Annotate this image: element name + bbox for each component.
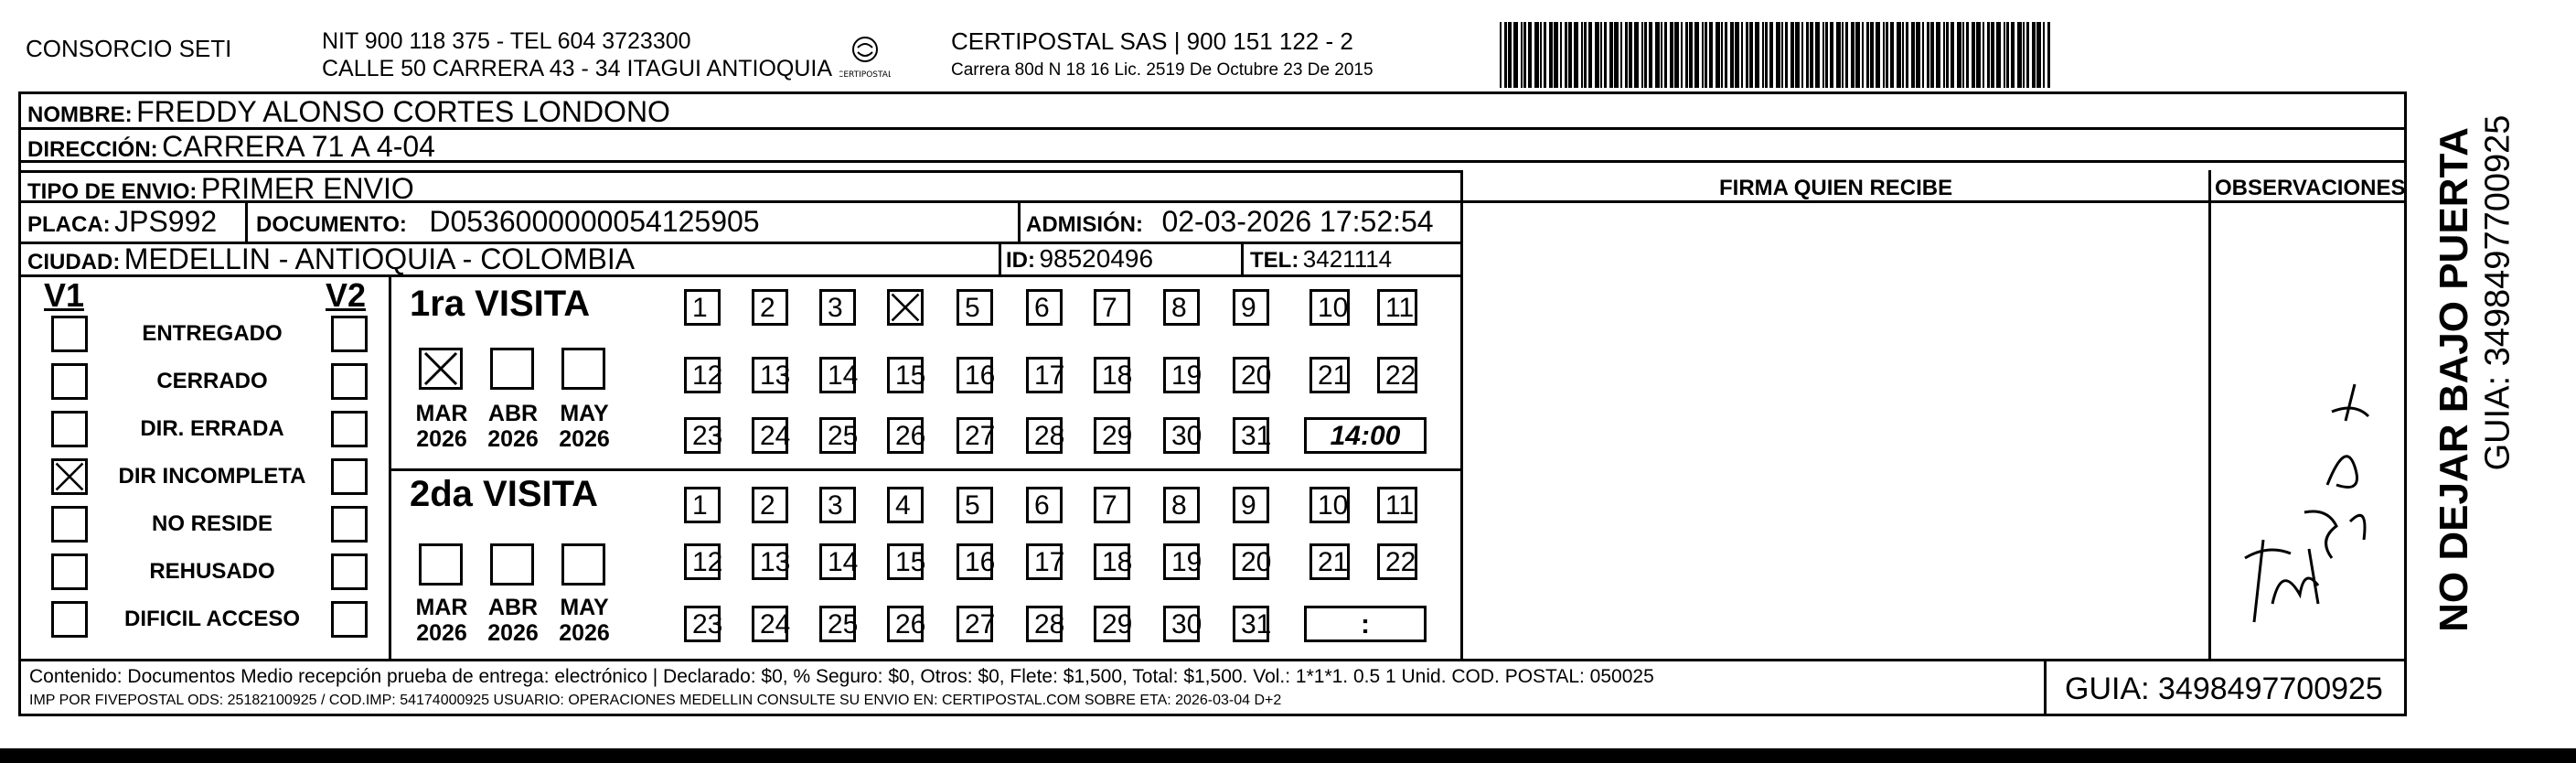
day-box[interactable]: 17: [1026, 357, 1063, 393]
month-name: MAR: [415, 595, 468, 620]
barcode-bar: [1604, 22, 1607, 88]
handwritten-signature: [2218, 329, 2382, 631]
day-box[interactable]: 31: [1233, 417, 1269, 454]
barcode-bar: [1906, 22, 1908, 88]
barcode-bar: [1866, 22, 1869, 88]
barcode-bar: [1554, 22, 1558, 88]
day-box[interactable]: 28: [1026, 606, 1063, 642]
v2-checkbox[interactable]: [331, 411, 368, 447]
barcode-bar: [1957, 22, 1961, 88]
certi-line2: Carrera 80d N 18 16 Lic. 2519 De Octubre 23 De 2015: [951, 60, 1374, 80]
barcode-bar: [1987, 22, 1990, 88]
month-label: [483, 401, 543, 452]
month-name: ABR: [487, 595, 539, 620]
documento-row: [256, 205, 760, 239]
barcode-bar: [1565, 22, 1567, 88]
day-box[interactable]: 14: [819, 357, 856, 393]
v2-checkbox[interactable]: [331, 506, 368, 543]
v1-label: V1: [44, 276, 85, 314]
month-label: [554, 401, 615, 452]
placa-row: [27, 205, 217, 239]
day-box[interactable]: 12: [684, 357, 721, 393]
barcode-bar: [1528, 22, 1532, 88]
barcode-bar: [1930, 22, 1934, 88]
barcode-bar: [1694, 22, 1699, 88]
barcode-bar: [1560, 22, 1562, 88]
barcode-bar: [1649, 22, 1652, 88]
barcode-bar: [1781, 22, 1783, 88]
barcode-bar: [1972, 22, 1975, 88]
barcode-bar: [1629, 22, 1632, 88]
barcode-bar: [1709, 22, 1713, 88]
day-box[interactable]: 3: [819, 289, 856, 326]
barcode-bar: [1815, 22, 1820, 88]
documento-label: DOCUMENTO:: [256, 212, 407, 237]
month-checkbox[interactable]: [419, 348, 463, 390]
observaciones-label: OBSERVACIONES: [2215, 176, 2406, 200]
ciudad-row: [27, 242, 635, 276]
month-name: MAY: [560, 401, 609, 426]
barcode-bar: [1922, 22, 1924, 88]
admision-row: [1026, 205, 1434, 239]
barcode-bar: [1902, 22, 1904, 88]
firma-label: FIRMA QUIEN RECIBE: [1719, 176, 1953, 200]
barcode-bar: [1655, 22, 1660, 88]
barcode-bar: [1749, 22, 1753, 88]
v1-checkbox[interactable]: [51, 363, 88, 400]
barcode-bar: [1765, 22, 1768, 88]
barcode-bar: [1540, 22, 1542, 88]
placa-label: PLACA:: [27, 212, 111, 237]
barcode-bar: [1614, 22, 1619, 88]
barcode-bar: [2032, 22, 2036, 88]
month-checkbox[interactable]: [490, 543, 534, 586]
barcode-bar: [1836, 22, 1841, 88]
barcode-bar: [1862, 22, 1864, 88]
v1-checkbox[interactable]: [51, 553, 88, 590]
barcode-bar: [1951, 22, 1954, 88]
day-box[interactable]: 11: [1377, 289, 1417, 326]
barcode-bar: [1916, 22, 1920, 88]
direccion-row: [27, 130, 435, 164]
barcode-bar: [1513, 22, 1518, 88]
logo-text: CERTIPOSTAL: [839, 70, 891, 80]
day-box[interactable]: 1: [684, 487, 721, 523]
day-box[interactable]: 29: [1094, 606, 1130, 642]
day-box[interactable]: 2: [752, 487, 788, 523]
guia-vertical: GUIA: 3498497700925: [2478, 114, 2517, 471]
day-box[interactable]: 13: [752, 543, 788, 580]
v2-checkbox[interactable]: [331, 601, 368, 638]
barcode-bar: [1544, 22, 1546, 88]
month-label: [483, 595, 543, 646]
barcode-bar: [1620, 22, 1622, 88]
barcode-bar: [1588, 22, 1592, 88]
barcode-bar: [2047, 22, 2050, 88]
day-box[interactable]: 9: [1233, 289, 1269, 326]
documento-value: D0536000000054125905: [429, 205, 760, 238]
barcode-bar: [1730, 22, 1734, 88]
barcode-bar: [1830, 22, 1833, 88]
guia-box-text: GUIA: 3498497700925: [2065, 672, 2383, 706]
barcode-bar: [2023, 22, 2025, 88]
barcode-bar: [1549, 22, 1553, 88]
barcode-bar: [1996, 22, 2001, 88]
day-box[interactable]: 11: [1377, 487, 1417, 523]
barcode-bar: [1702, 22, 1704, 88]
barcode-bar: [1521, 22, 1523, 88]
barcode-bar: [1876, 22, 1880, 88]
day-box[interactable]: 24: [752, 417, 788, 454]
tipo-label: TIPO DE ENVIO:: [27, 179, 198, 204]
imp-line: IMP POR FIVEPOSTAL ODS: 25182100925 / COD.IMP: 54174000925 USUARIO: OPERACIONES MEDELLIN CONSULTE SU ENVIO EN: CERTIPOSTAL.COM SOBRE ETA: 2026-03-04 D+2: [29, 693, 1282, 708]
barcode-bar: [1870, 22, 1874, 88]
day-box[interactable]: 13: [752, 357, 788, 393]
day-box[interactable]: 27: [957, 606, 993, 642]
day-box[interactable]: 6: [1026, 487, 1063, 523]
v2-checkbox[interactable]: [331, 316, 368, 352]
status-reason-label: CERRADO: [156, 369, 268, 393]
day-box[interactable]: 19: [1163, 543, 1200, 580]
barcode-bar: [2006, 22, 2009, 88]
barcode-bar: [2011, 22, 2015, 88]
barcode-bar: [2017, 22, 2022, 88]
month-year: 2026: [487, 426, 539, 452]
barcode-bar: [1705, 22, 1707, 88]
barcode-bar: [1897, 22, 1901, 88]
barcode-bar: [2026, 22, 2029, 88]
day-box[interactable]: 18: [1094, 357, 1130, 393]
v1-checkbox[interactable]: [51, 316, 88, 352]
month-checkbox[interactable]: [561, 348, 605, 390]
month-checkbox[interactable]: [490, 348, 534, 390]
day-box[interactable]: 27: [957, 417, 993, 454]
barcode-bar: [1776, 22, 1780, 88]
day-box[interactable]: 30: [1163, 606, 1200, 642]
barcode-bar: [1600, 22, 1602, 88]
day-box[interactable]: 8: [1163, 289, 1200, 326]
v1-checkbox[interactable]: [51, 411, 88, 447]
day-box[interactable]: 12: [684, 543, 721, 580]
barcode-bar: [1806, 22, 1809, 88]
barcode-bar: [1681, 22, 1683, 88]
ciudad-label: CIUDAD:: [27, 250, 121, 274]
nombre-label: NOMBRE:: [27, 102, 133, 127]
day-box[interactable]: 10: [1309, 289, 1350, 326]
barcode-bar: [1634, 22, 1639, 88]
barcode-bar: [1755, 22, 1759, 88]
barcode-bar: [1664, 22, 1667, 88]
barcode-bar: [1883, 22, 1885, 88]
barcode-bar: [1500, 22, 1502, 88]
v2-checkbox[interactable]: [331, 363, 368, 400]
barcode-bar: [1644, 22, 1647, 88]
barcode-bar: [1801, 22, 1803, 88]
status-reason-label: REHUSADO: [149, 559, 275, 584]
tipo-value: PRIMER ENVIO: [200, 172, 414, 205]
barcode-bar: [1641, 22, 1643, 88]
barcode-bar: [1785, 22, 1788, 88]
day-box[interactable]: 19: [1163, 357, 1200, 393]
day-box[interactable]: 3: [819, 487, 856, 523]
barcode-bar: [1962, 22, 1964, 88]
day-box[interactable]: 25: [819, 417, 856, 454]
month-year: 2026: [559, 620, 610, 646]
status-reason-label: DIFICIL ACCESO: [123, 607, 300, 631]
no-dejar-bajo-puerta: NO DEJAR BAJO PUERTA: [2432, 127, 2476, 632]
barcode-bar: [1670, 22, 1673, 88]
nit-line: NIT 900 118 375 - TEL 604 3723300: [322, 28, 691, 54]
barcode-bar: [1725, 22, 1727, 88]
status-reason-label: ENTREGADO: [142, 321, 283, 346]
barcode-bar: [1685, 22, 1688, 88]
nombre-row: [27, 95, 670, 129]
month-name: MAR: [415, 401, 468, 426]
tipo-row: [27, 172, 414, 206]
barcode-bar: [1584, 22, 1587, 88]
nombre-value: FREDDY ALONSO CORTES LONDONO: [136, 95, 670, 128]
v2-label: V2: [326, 276, 367, 314]
day-box[interactable]: 20: [1233, 543, 1269, 580]
day-box[interactable]: 10: [1309, 487, 1350, 523]
barcode-bar: [1674, 22, 1679, 88]
barcode: [1500, 22, 2231, 88]
month-label: [554, 595, 615, 646]
second-visit-title: 2da VISITA: [410, 474, 598, 514]
barcode-bar: [1911, 22, 1915, 88]
barcode-bar: [2036, 22, 2041, 88]
barcode-bar: [1886, 22, 1888, 88]
day-box[interactable]: 17: [1026, 543, 1063, 580]
barcode-bar: [1504, 22, 1507, 88]
address-line: CALLE 50 CARRERA 43 - 34 ITAGUI ANTIOQUIA: [322, 56, 833, 81]
barcode-bar: [1574, 22, 1578, 88]
barcode-bar: [1936, 22, 1940, 88]
day-box[interactable]: 20: [1233, 357, 1269, 393]
day-box[interactable]: 21: [1309, 357, 1350, 393]
barcode-bar: [1534, 22, 1539, 88]
day-box[interactable]: 5: [957, 289, 993, 326]
v2-checkbox[interactable]: [331, 553, 368, 590]
barcode-bar: [1568, 22, 1572, 88]
barcode-bar: [1625, 22, 1628, 88]
tel-value: 3421114: [1302, 245, 1393, 273]
barcode-bar: [1741, 22, 1743, 88]
day-box[interactable]: 24: [752, 606, 788, 642]
time-box[interactable]: :: [1304, 606, 1427, 642]
barcode-bar: [1946, 22, 1949, 88]
day-box[interactable]: 25: [819, 606, 856, 642]
barcode-bar: [1855, 22, 1860, 88]
day-box[interactable]: 15: [887, 357, 924, 393]
day-box[interactable]: 7: [1094, 487, 1130, 523]
day-box[interactable]: 18: [1094, 543, 1130, 580]
barcode-bar: [1991, 22, 1994, 88]
day-box[interactable]: 28: [1026, 417, 1063, 454]
day-box[interactable]: 4: [887, 487, 924, 523]
tel-row: [1250, 245, 1392, 274]
day-box[interactable]: 22: [1377, 357, 1417, 393]
barcode-bar: [1762, 22, 1764, 88]
day-box[interactable]: [887, 289, 924, 326]
content-line: Contenido: Documentos Medio recepción prueba de entrega: electrónico | Declarado: $0, % Seguro: $0, Otros: $0, Flete: $1,500, Total: $1,500. Vol.: 1*1*1. 0.5 1 Unid. COD. POSTAL: 050025: [29, 666, 1654, 687]
day-box[interactable]: 26: [887, 417, 924, 454]
day-box[interactable]: 29: [1094, 417, 1130, 454]
day-box[interactable]: 16: [957, 543, 993, 580]
barcode-bar: [1822, 22, 1824, 88]
day-box[interactable]: 31: [1233, 606, 1269, 642]
v1-checkbox[interactable]: [51, 506, 88, 543]
company-name: CONSORCIO SETI: [26, 35, 232, 62]
v1-checkbox[interactable]: [51, 458, 88, 495]
day-box[interactable]: 1: [684, 289, 721, 326]
tel-label: TEL:: [1250, 248, 1299, 273]
ciudad-value: MEDELLIN - ANTIOQUIA - COLOMBIA: [123, 242, 636, 275]
day-box[interactable]: 23: [684, 417, 721, 454]
barcode-bar: [1595, 22, 1599, 88]
barcode-bar: [1721, 22, 1723, 88]
month-label: [412, 401, 472, 452]
barcode-bar: [1810, 22, 1813, 88]
barcode-bar: [1689, 22, 1693, 88]
barcode-bar: [1661, 22, 1662, 88]
day-box[interactable]: 21: [1309, 543, 1350, 580]
day-box[interactable]: 5: [957, 487, 993, 523]
admision-value: 02-03-2026 17:52:54: [1161, 205, 1434, 238]
day-box[interactable]: 16: [957, 357, 993, 393]
bottom-bar: [0, 748, 2576, 763]
admision-label: ADMISIÓN:: [1026, 212, 1143, 237]
first-visit-title: 1ra VISITA: [410, 284, 591, 324]
day-box[interactable]: 9: [1233, 487, 1269, 523]
placa-value: JPS992: [114, 205, 218, 238]
barcode-bar: [1746, 22, 1748, 88]
month-year: 2026: [559, 426, 610, 452]
certipostal-logo-icon: [839, 31, 891, 86]
barcode-bar: [1851, 22, 1855, 88]
v2-checkbox[interactable]: [331, 458, 368, 495]
month-checkbox[interactable]: [561, 543, 605, 586]
month-year: 2026: [416, 426, 467, 452]
certi-line1: CERTIPOSTAL SAS | 900 151 122 - 2: [951, 27, 1353, 55]
day-box[interactable]: 8: [1163, 487, 1200, 523]
barcode-bar: [1825, 22, 1828, 88]
barcode-bar: [1927, 22, 1929, 88]
status-reason-label: DIR. ERRADA: [140, 416, 284, 441]
day-box[interactable]: 7: [1094, 289, 1130, 326]
id-row: [1006, 244, 1153, 274]
day-box[interactable]: 30: [1163, 417, 1200, 454]
month-year: 2026: [487, 620, 539, 646]
day-box[interactable]: 6: [1026, 289, 1063, 326]
month-checkbox[interactable]: [419, 543, 463, 586]
barcode-bar: [2004, 22, 2005, 88]
barcode-bar: [1890, 22, 1894, 88]
barcode-bar: [1609, 22, 1613, 88]
barcode-bar: [1943, 22, 1945, 88]
status-reason-label: DIR INCOMPLETA: [118, 464, 306, 489]
barcode-bar: [1845, 22, 1848, 88]
day-box[interactable]: 2: [752, 289, 788, 326]
direccion-value: CARRERA 71 A 4-04: [162, 130, 435, 163]
barcode-bar: [1735, 22, 1739, 88]
day-box[interactable]: 15: [887, 543, 924, 580]
month-year: 2026: [416, 620, 467, 646]
barcode-bar: [1769, 22, 1773, 88]
barcode-bar: [1716, 22, 1720, 88]
barcode-bar: [1508, 22, 1512, 88]
barcode-bar: [1983, 22, 1984, 88]
month-name: ABR: [487, 401, 539, 426]
month-name: MAY: [560, 595, 609, 620]
barcode-bar: [1790, 22, 1794, 88]
time-box[interactable]: 14:00: [1304, 417, 1427, 454]
barcode-bar: [1795, 22, 1800, 88]
day-box[interactable]: 14: [819, 543, 856, 580]
status-reason-label: NO RESIDE: [151, 511, 273, 536]
day-box[interactable]: 26: [887, 606, 924, 642]
id-label: ID:: [1006, 248, 1035, 273]
barcode-bar: [1976, 22, 1981, 88]
barcode-bar: [1966, 22, 1969, 88]
id-value: 98520496: [1039, 244, 1154, 273]
barcode-bar: [1523, 22, 1526, 88]
barcode-bar: [1842, 22, 1844, 88]
direccion-label: DIRECCIÓN:: [27, 137, 158, 162]
barcode-bar: [1581, 22, 1583, 88]
v1-checkbox[interactable]: [51, 601, 88, 638]
barcode-bar: [2043, 22, 2045, 88]
month-label: [412, 595, 472, 646]
day-box[interactable]: 22: [1377, 543, 1417, 580]
day-box[interactable]: 23: [684, 606, 721, 642]
